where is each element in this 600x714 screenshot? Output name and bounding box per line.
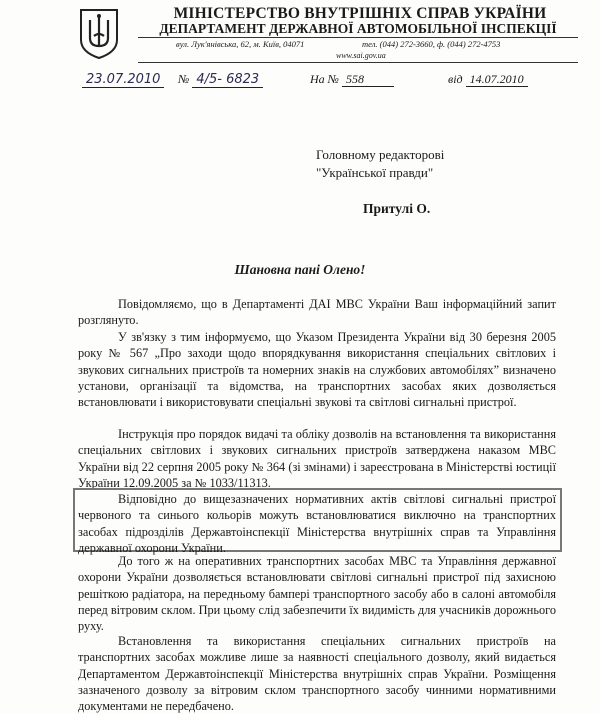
- paragraph-4: Відповідно до вищезазначених нормативних актів світлові сигнальні пристрої червоного та синього кольорів можуть встановлюватися виключно на транспортних засобах підрозділів Державтоінспекції Міністерства внутрішніх справ та Управління державної охорони України.: [78, 492, 556, 555]
- outgoing-date: 23.07.2010: [82, 72, 164, 87]
- paragraph-2: У зв'язку з тим інформуємо, що Указом Президента України від 30 березня 2005 року № 567 „Про заходи щодо впорядкування використання спеціальних світлових і звукових сигнальних пристроїв та номерних знаків на службових автомобілях” визначено установи, організації та відомства, на транспортних засобах яких дозволяється встановлювати і використовувати спеціальні звукові та світлові сигнальні пристрої.: [78, 330, 556, 410]
- website: www.sai.gov.ua: [336, 51, 386, 60]
- department-title: ДЕПАРТАМЕНТ ДЕРЖАВНОЇ АВТОМОБІЛЬНОЇ ІНСПЕКЦІЇ: [159, 21, 557, 36]
- reference-date: від 14.07.2010: [448, 72, 528, 87]
- recipient-block: [316, 146, 444, 182]
- salutation: Шановна пані Олено!: [234, 262, 366, 277]
- outgoing-number: № 4/5- 6823: [178, 72, 263, 87]
- paragraph-6: Встановлення та використання спеціальних сигнальних пристроїв на транспортних засобах можливе лише за наявності спеціального дозволу, який видається Департаментом Державтоінспекції Міністерства внутрішніх справ України. Розміщення зазначеного дозволу за вітровим склом транспортного засобу чинними нормативними документами не передбачено.: [78, 634, 556, 714]
- paragraph-3: Інструкція про порядок видачі та обліку дозволів на встановлення та використання спеціальних світлових і звукових сигнальних пристроїв затверджена наказом МВС України від 22 серпня 2005 року № 364 (зі змінами) і зареєстрована в Міністерстві юстиції України 12.09.2005 за № 1033/11313.: [78, 427, 556, 490]
- reference-number: На № 558: [310, 72, 394, 87]
- recipient-position: Головному редакторові: [316, 147, 445, 162]
- recipient-name: Притулі О.: [363, 201, 431, 216]
- paragraph-5: До того ж на оперативних транспортних засобах МВС та Управління державної охорони України дозволяється встановлювати світлові сигнальні пристрої під захисною решіткою радіатора, на передньому бампері транспортного засобу або в салоні автомобіля перед вітровим склом. При цьому слід забезпечити їх видимість для учасників дорожнього руху.: [78, 554, 556, 634]
- ministry-title: МІНІСТЕРСТВО ВНУТРІШНІХ СПРАВ УКРАЇНИ: [173, 5, 547, 22]
- recipient-organization: "Української правди": [316, 165, 434, 180]
- paragraph-1: Повідомляємо, що в Департаменті ДАІ МВС України Ваш інформаційний запит розглянуто.: [78, 297, 556, 328]
- header-rule-bottom: [138, 62, 578, 63]
- phone-fax: тел. (044) 272-3660, ф. (044) 272-4753: [362, 39, 501, 49]
- address: вул. Лук'янівська, 62, м. Київ, 04071: [176, 39, 305, 49]
- header-rule-top: [138, 37, 578, 38]
- trident-emblem-icon: [78, 6, 120, 60]
